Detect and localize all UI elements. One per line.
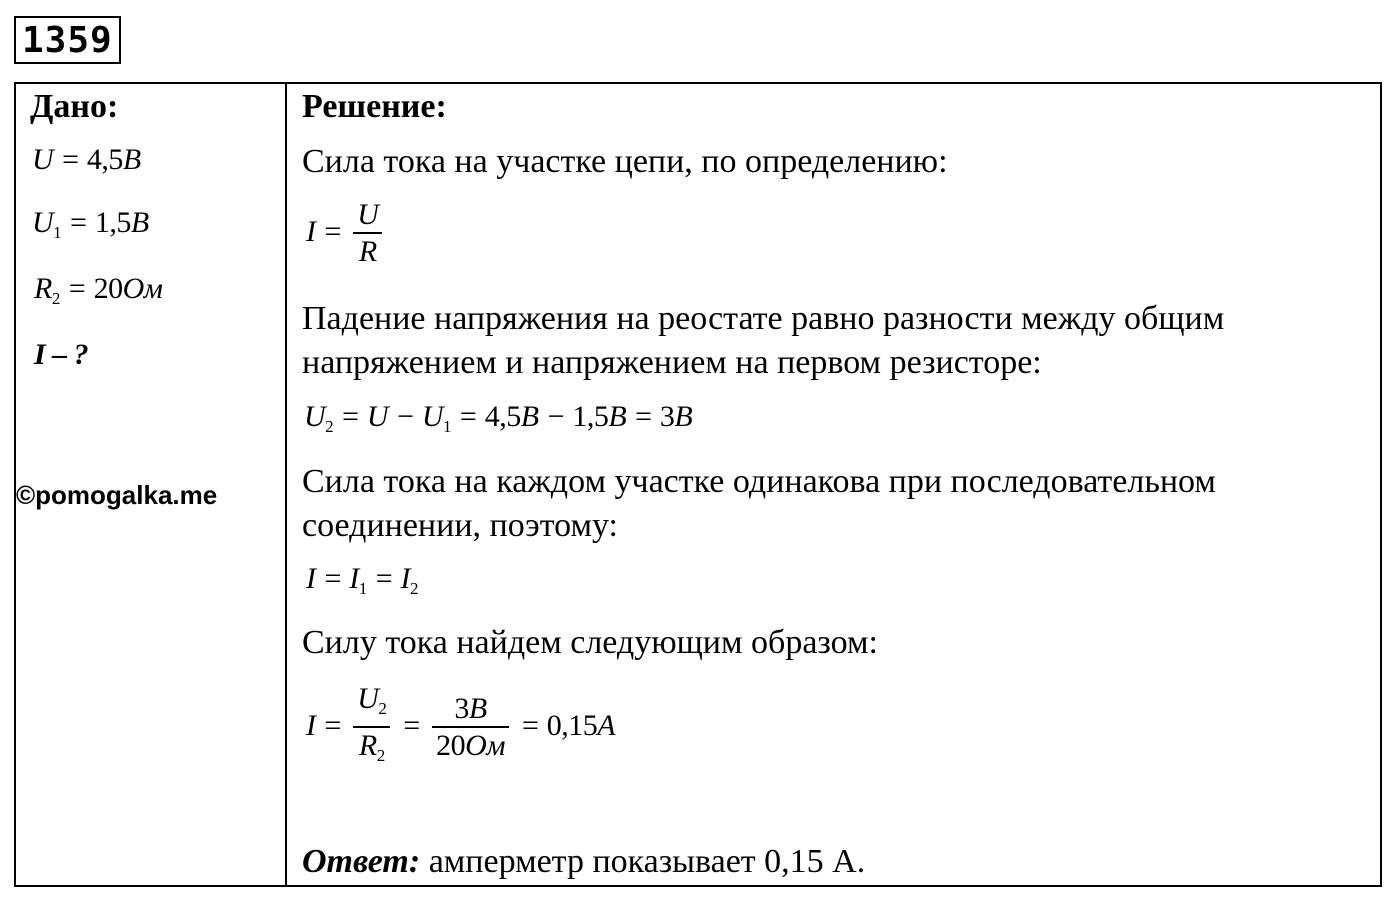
answer-label: Ответ: xyxy=(302,843,421,880)
watermark: ©pomogalka.me xyxy=(16,480,218,510)
solution-text-1: Сила тока на участке цепи, по определению: xyxy=(302,143,948,180)
solution-text-3a: Сила тока на каждом участке одинакова при последовательном xyxy=(302,463,1216,500)
formula-voltage-drop: $U_2 = U - U_1 = 4,5B - 1,5B = 3B$ xyxy=(304,400,693,436)
answer-line xyxy=(302,843,865,881)
formula-ohm-law: I = $\frac{U}{R}$ xyxy=(306,198,386,270)
solution-text-2b: напряжением и напряжением на первом резисторе: xyxy=(302,344,1042,381)
problem-number: 1359 xyxy=(14,16,121,64)
given-heading: Дано: xyxy=(30,88,119,125)
given-voltage-u1: $U_1 = 1,5B$ xyxy=(32,206,149,242)
solution-heading: Решение: xyxy=(302,88,447,125)
formula-current-result: I = $\frac{U_2}{R_2}$ = $\frac{3B}{20Ом}$ = 0,15A xyxy=(306,682,616,765)
solution-text-2a: Падение напряжения на реостате равно разности между общим xyxy=(302,300,1225,337)
column-divider xyxy=(285,82,287,887)
given-find: I – ? xyxy=(34,338,89,371)
solution-text-4: Силу тока найдем следующим образом: xyxy=(302,624,878,661)
given-resistance-r2: $R_2 = 20Ом$ xyxy=(34,272,163,308)
given-voltage-total: U = 4,5B xyxy=(32,143,141,176)
formula-current-equality: $I = I_1 = I_2$ xyxy=(306,562,418,598)
solution-text-3b: соединении, поэтому: xyxy=(302,507,618,544)
answer-text: амперметр показывает 0,15 А. xyxy=(420,843,866,880)
